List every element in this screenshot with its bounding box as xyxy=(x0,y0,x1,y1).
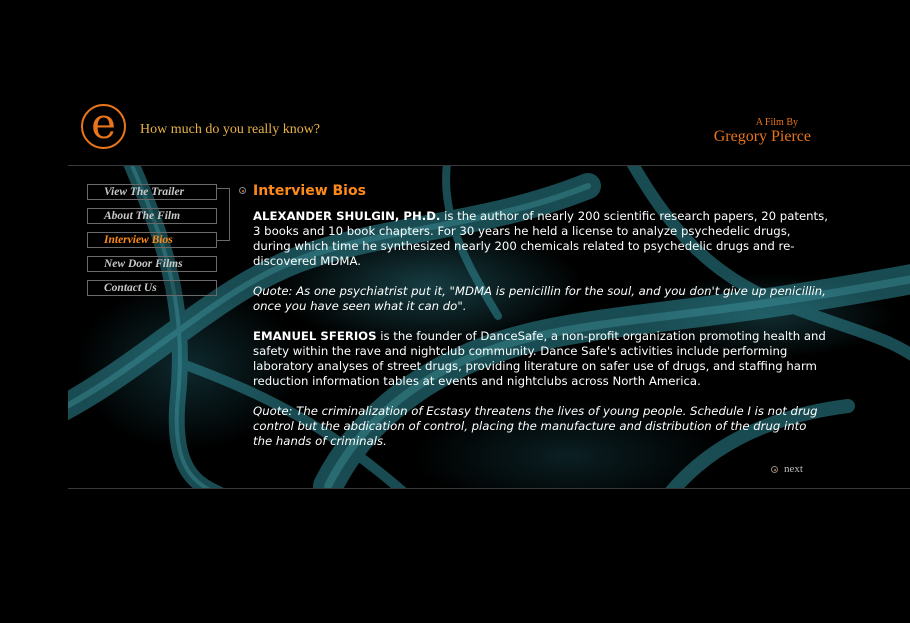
bio-shulgin-name: ALEXANDER SHULGIN, PH.D. xyxy=(253,209,441,223)
site-header xyxy=(0,0,910,165)
quote-shulgin: Quote: As one psychiatrist put it, "MDMA is penicillin for the soul, and you don't give up penicillin, once you have seen what it can do". xyxy=(253,284,826,313)
page-title: Interview Bios xyxy=(253,183,366,199)
next-label: next xyxy=(784,463,803,475)
logo-letter: e xyxy=(91,98,116,148)
bio-shulgin xyxy=(253,209,828,269)
title-bullet-icon xyxy=(239,187,246,194)
nav-contact-us[interactable]: Contact Us xyxy=(87,280,217,296)
main-content xyxy=(253,182,828,464)
tagline: How much do you really know? xyxy=(140,122,321,137)
next-link[interactable] xyxy=(771,463,803,475)
bio-sferios-text: is the founder of DanceSafe, a non-profit organization promoting health and safety within the rave and nightclub community. Dance Safe's activities include performing laboratory analyses of street drugs, providing literature on safer use of drugs, and staffing harm reduction information tables at events and nightclubs across North America. xyxy=(253,329,826,388)
next-bullet-icon xyxy=(771,466,778,473)
nav-connector-line xyxy=(217,188,230,241)
bio-sferios xyxy=(253,329,828,389)
logo[interactable] xyxy=(81,98,126,149)
main-nav xyxy=(87,184,217,304)
nav-view-trailer[interactable]: View The Trailer xyxy=(87,184,217,200)
quote-sferios: Quote: The criminalization of Ecstasy threatens the lives of young people. Schedule I is not drug control but the abdication of control, placing the manufacture and distribution of the drug into the hands of criminals. xyxy=(253,404,818,448)
nav-new-door-films[interactable]: New Door Films xyxy=(87,256,217,272)
bio-sferios-name: EMANUEL SFERIOS xyxy=(253,329,377,343)
nav-about-film[interactable]: About The Film xyxy=(87,208,217,224)
director-name: Gregory Pierce xyxy=(713,128,811,145)
bottom-divider xyxy=(68,488,910,489)
bio-shulgin-text: is the author of nearly 200 scientific research papers, 20 patents, 3 books and 10 book chapters. For 30 years he held a license to analyze psychedelic drugs, during which time he synthesized nearly 200 chemicals related to psychedelic drugs and re-discovered MDMA. xyxy=(253,209,828,268)
nav-interview-bios[interactable]: Interview Bios xyxy=(87,232,217,248)
film-by-label: A Film By xyxy=(755,117,798,128)
